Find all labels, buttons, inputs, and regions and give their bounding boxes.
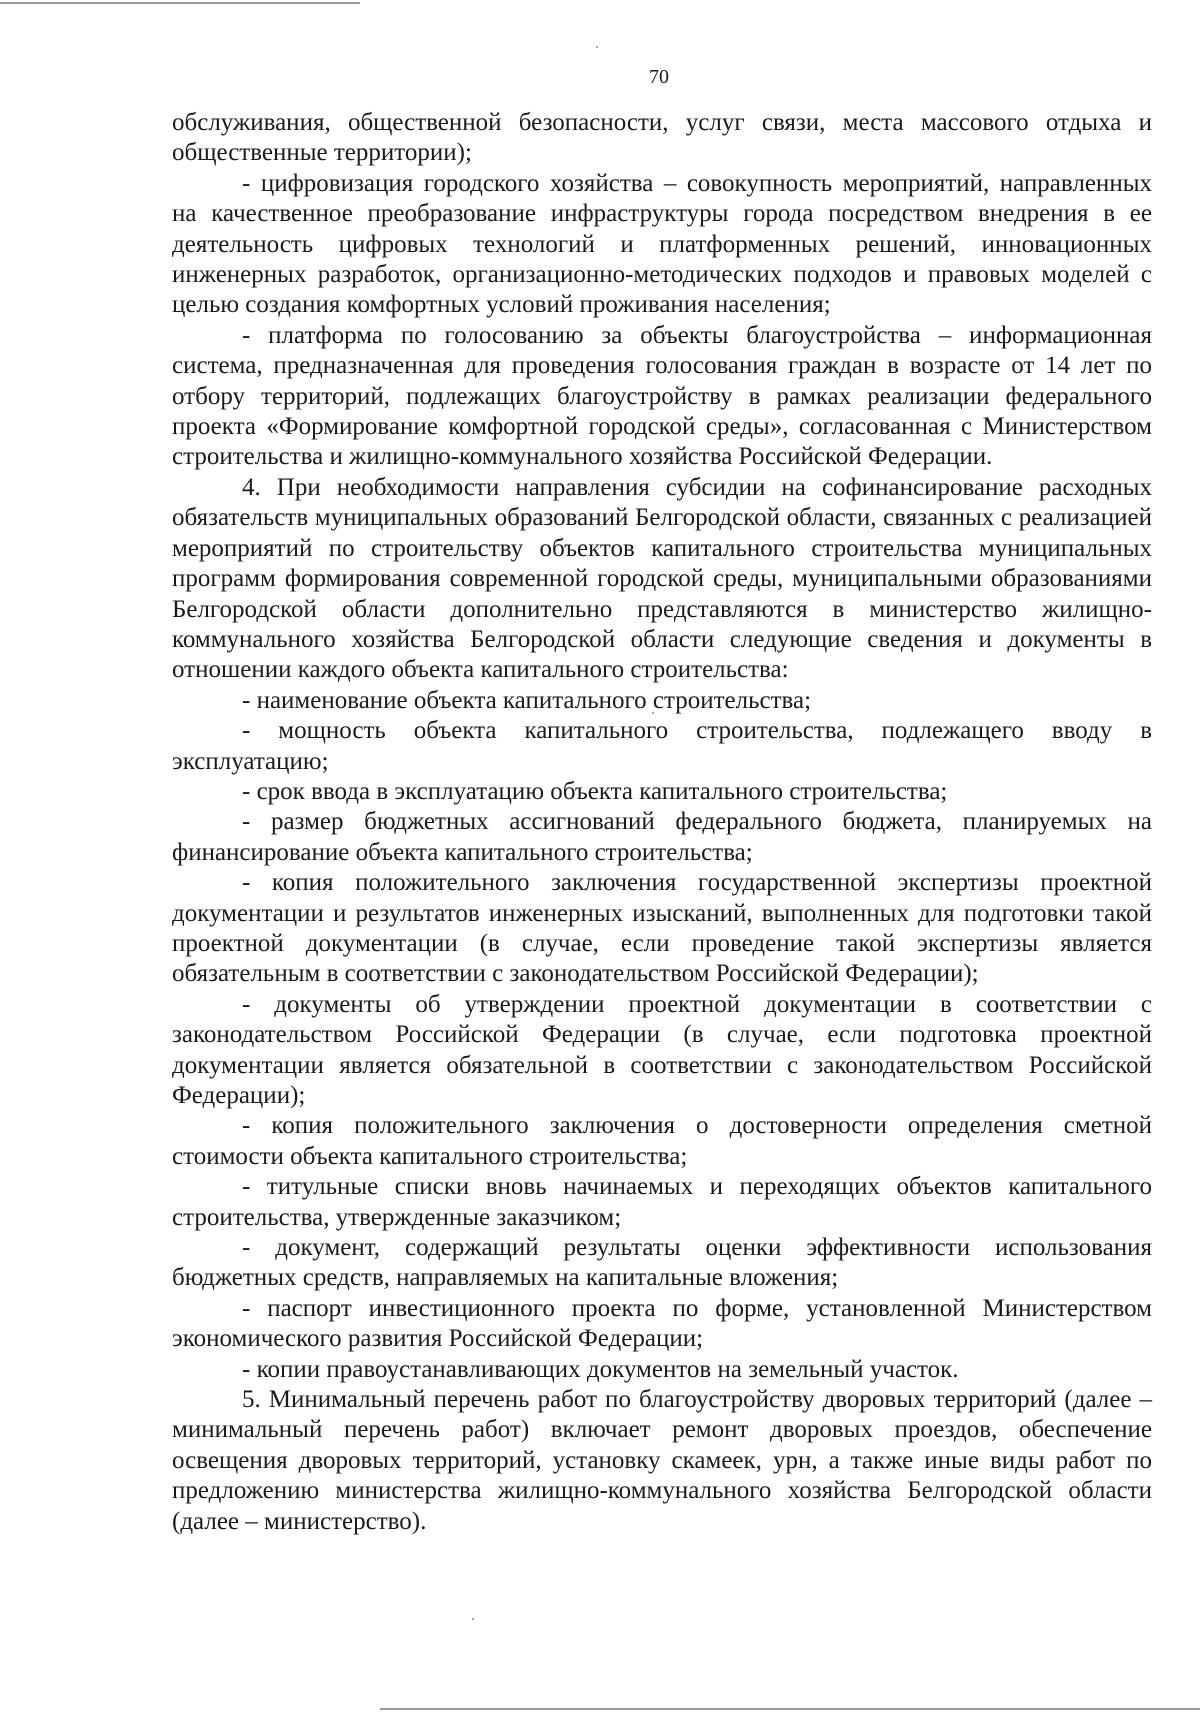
list-item-investment-passport: - паспорт инвестиционного проекта по форме, установленной Министерством экономического развития Российской Федерации; [172,1294,1152,1353]
scan-speck [596,46,598,48]
clause-4: 4. При необходимости направления субсидии на софинансирование расходных обязательств муниципальных образований Белгородской области, связанных с реализацией мероприятий по строительству объектов капитального строительства муниципальных программ формирования современной городской среды, муниципальными образованиями Белгородской области дополнительно представляются в министерство жилищно-коммунального хозяйства Белгородской области следующие сведения и документы в отношении каждого объекта капитального строительства: [172,473,1152,684]
list-item-efficiency-assessment: - документ, содержащий результаты оценки эффективности использования бюджетных средств, направляемых на капитальные вложения; [172,1234,1152,1292]
scan-artifact-bottom-line [380,1708,1200,1710]
list-item-commissioning-date: - срок ввода в эксплуатацию объекта капитального строительства; [242,777,948,805]
list-item-object-capacity: - мощность объекта капитального строительства, подлежащего вводу в эксплуатацию; [172,717,1152,775]
list-item-design-approval: - документы об утверждении проектной документации в соответствии с законодательством Российской Федерации (в случае, если подготовка проектной документации является обязательной в соответствии с законодательством Российской Федерации); [172,990,1152,1109]
list-item-budget-allocations: - размер бюджетных ассигнований федерального бюджета, планируемых на финансирование объекта капитального строительства; [172,808,1152,866]
list-item-title-lists: - титульные списки вновь начинаемых и переходящих объектов капитального строительства, утвержденные заказчиком; [172,1173,1152,1231]
page-number: 70 [649,66,669,88]
scan-artifact-top-line [0,2,360,4]
list-item-object-name: - наименование объекта капитального строительства; [242,686,812,714]
list-item-cost-reliability: - копия положительного заключения о достоверности определения сметной стоимости объекта капитального строительства; [172,1112,1152,1170]
list-item-state-expertise: - копия положительного заключения государственной экспертизы проектной документации и результатов инженерных изысканий, выполненных для подготовки такой проектной документации (в случае, если проведение такой экспертизы является обязательным в соответствии с законодательством Российской Федерации); [172,869,1152,988]
list-item-digitalization: - цифровизация городского хозяйства – совокупность мероприятий, направленных на качественное преобразование инфраструктуры города посредством внедрения в ее деятельность цифровых технологий и платформенных решений, инновационных инженерных разработок, организационно-методических подходов и правовых моделей с целью создания комфортных условий проживания населения; [172,169,1152,319]
scan-speck [472,1618,474,1620]
document-body [172,108,1152,1537]
list-item-land-documents: - копии правоустанавливающих документов на земельный участок. [242,1355,959,1383]
list-item-voting-platform: - платформа по голосованию за объекты благоустройства – информационная система, предназначенная для проведения голосования граждан в возрасте от 14 лет по отбору территорий, подлежащих благоустройству в рамках реализации федерального проекта «Формирование комфортной городской среды», согласованная с Министерством строительства и жилищно-коммунального хозяйства Российской Федерации. [172,321,1152,471]
clause-5: 5. Минимальный перечень работ по благоустройству дворовых территорий (далее – минимальный перечень работ) включает ремонт дворовых проездов, обеспечение освещения дворовых территорий, установку скамеек, урн, а также иные виды работ по предложению министерства жилищно-коммунального хозяйства Белгородской области (далее – министерство). [172,1386,1152,1535]
paragraph-0: обслуживания, общественной безопасности, услуг связи, места массового отдыха и общественные территории); [172,109,1152,167]
